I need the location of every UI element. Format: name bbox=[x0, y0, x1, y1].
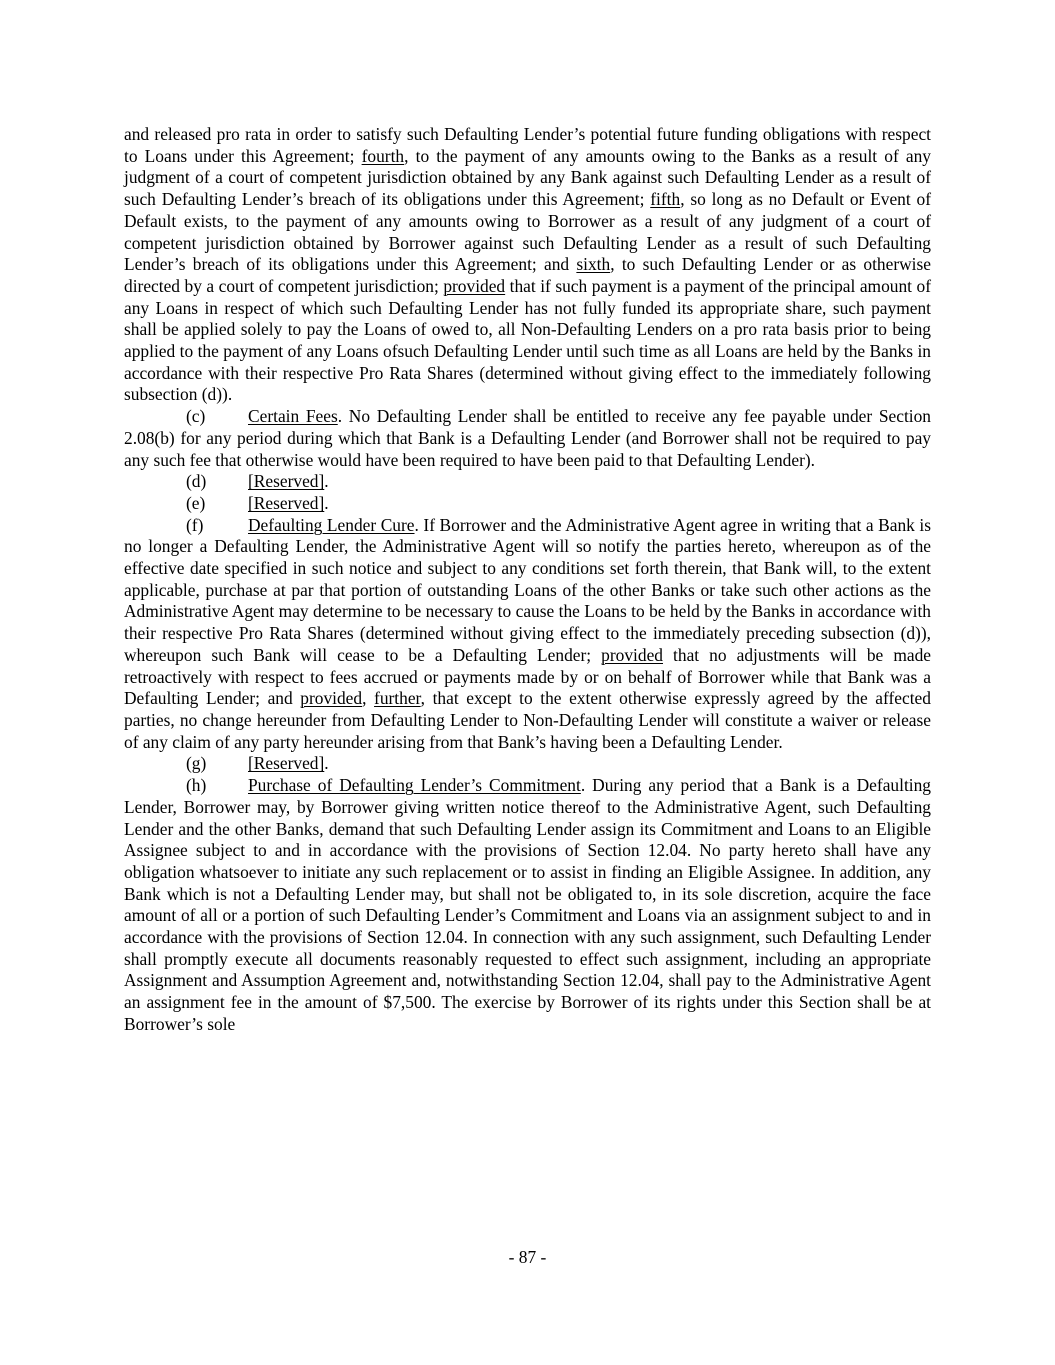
page-body bbox=[124, 124, 931, 1036]
section-label: (e) bbox=[186, 492, 206, 513]
section-label: (g) bbox=[186, 753, 207, 774]
text-run: , to such Defaulting Lender or as otherwise directed by a court of competent jurisdiction; bbox=[124, 254, 931, 296]
section-body: . No Defaulting Lender shall be entitled to receive any fee payable under Section 2.08(b) for any period during which that Bank is a Defaulting Lender (and Borrower shall not be required to pay any such fee that otherwise would have been required to have been paid to that Defaulting Lender). bbox=[124, 406, 931, 470]
section-tail: . bbox=[324, 471, 329, 492]
section-d-paragraph bbox=[124, 471, 931, 493]
underlined-term: provided bbox=[300, 688, 363, 709]
section-heading: [Reserved] bbox=[248, 492, 325, 513]
underlined-term: fifth bbox=[650, 189, 681, 210]
section-label: (h) bbox=[186, 775, 207, 796]
text-run: , so long as no Default or Event of Default exists, to the payment of any amounts owing to Borrower as a result of any judgment of a court of competent jurisdiction obtained by Borrower against such Defaulting Lender as a result of such Defaulting Lender’s breach of its obligations under this Agreement; and bbox=[124, 189, 931, 275]
text-run: , to the payment of any amounts owing to the Banks as a result of any judgment of a court of competent jurisdiction obtained by any Bank against such Defaulting Lender as a result of such Defaulting Lender’s breach of its obligations under this Agreement; bbox=[124, 145, 931, 210]
section-label: (c) bbox=[186, 406, 206, 427]
section-heading: [Reserved] bbox=[248, 753, 325, 774]
section-h-paragraph bbox=[124, 775, 931, 1035]
section-heading: [Reserved] bbox=[248, 471, 325, 492]
underlined-term: sixth bbox=[576, 254, 611, 275]
underlined-term: provided bbox=[601, 644, 663, 665]
section-c-paragraph bbox=[124, 406, 931, 471]
section-heading: Defaulting Lender Cure bbox=[248, 514, 415, 535]
section-tail: . bbox=[324, 492, 329, 513]
text-run: that if such payment is a payment of the principal amount of any Loans in respect of which such Defaulting Lender has not fully funded its appropriate share, such payment shall be applied solely to pay the Loans of owed to, all Non-Defaulting Lenders on a pro rata basis prior to being applied to the payment of any Loans ofsuch Defaulting Lender until such time as all Loans are held by the Banks in accordance with their respective Pro Rata Shares (determined without giving effect to the immediately following subsection (d)). bbox=[124, 275, 931, 405]
continuation-paragraph bbox=[124, 124, 931, 406]
section-heading: Certain Fees bbox=[248, 406, 338, 427]
text-run: and released pro rata in order to satisfy such Defaulting Lender’s potential future funding obligations with respect to Loans under this Agreement; bbox=[124, 124, 931, 166]
section-g-paragraph bbox=[124, 753, 931, 775]
section-f-paragraph bbox=[124, 515, 931, 754]
section-e-paragraph bbox=[124, 493, 931, 515]
text-run: , bbox=[362, 688, 375, 709]
text-run: that no adjustments will be made retroactively with respect to fees accrued or payments made by or on behalf of Borrower while that Bank was a Defaulting Lender; and bbox=[124, 644, 931, 709]
underlined-term: provided bbox=[443, 275, 506, 296]
section-label: (f) bbox=[186, 514, 204, 535]
page-number: - 87 - bbox=[508, 1247, 547, 1267]
text-run: . If Borrower and the Administrative Agent agree in writing that a Bank is no longer a Defaulting Lender, the Administrative Agent will so notify the parties hereto, whereupon as of the effective date specified in such notice and subject to any conditions set forth therein, that Bank will, to the extent applicable, purchase at par that portion of outstanding Loans of the other Banks or take such other actions as the Administrative Agent may determine to be necessary to cause the Loans to be held by the Banks in accordance with their respective Pro Rata Shares (determined without giving effect to the immediately preceding subsection (d)), whereupon such Bank will cease to be a Defaulting Lender; bbox=[124, 514, 931, 665]
section-heading: Purchase of Defaulting Lender’s Commitment bbox=[248, 775, 581, 796]
text-run: , that except to the extent otherwise expressly agreed by the affected parties, no change hereunder from Defaulting Lender to Non-Defaulting Lender will constitute a waiver or release of any claim of any party hereunder arising from that Bank’s having been a Defaulting Lender. bbox=[124, 688, 931, 752]
section-label: (d) bbox=[186, 471, 207, 492]
section-body: . During any period that a Bank is a Defaulting Lender, Borrower may, by Borrower giving written notice thereof to the Administrative Agent, such Defaulting Lender and the other Banks, demand that such Defaulting Lender assign its Commitment and Loans to an Eligible Assignee subject to and in accordance with the provisions of Section 12.04. No party hereto shall have any obligation whatsoever to initiate any such replacement or to assist in finding an Eligible Assignee. In addition, any Bank which is not a Defaulting Lender may, but shall not be obligated to, in its sole discretion, acquire the face amount of all or a portion of such Defaulting Lender’s Commitment and Loans via an assignment subject to and in accordance with the provisions of Section 12.04. In connection with any such assignment, such Defaulting Lender shall promptly execute all documents reasonably requested to effect such assignment, including an appropriate Assignment and Assumption Agreement and, notwithstanding Section 12.04, shall pay to the Administrative Agent an assignment fee in the amount of $7,500. The exercise by Borrower of its rights under this Section shall be at Borrower’s sole bbox=[124, 775, 931, 1034]
section-tail: . bbox=[324, 753, 329, 774]
underlined-term: further bbox=[374, 688, 421, 709]
underlined-term: fourth bbox=[361, 145, 405, 166]
